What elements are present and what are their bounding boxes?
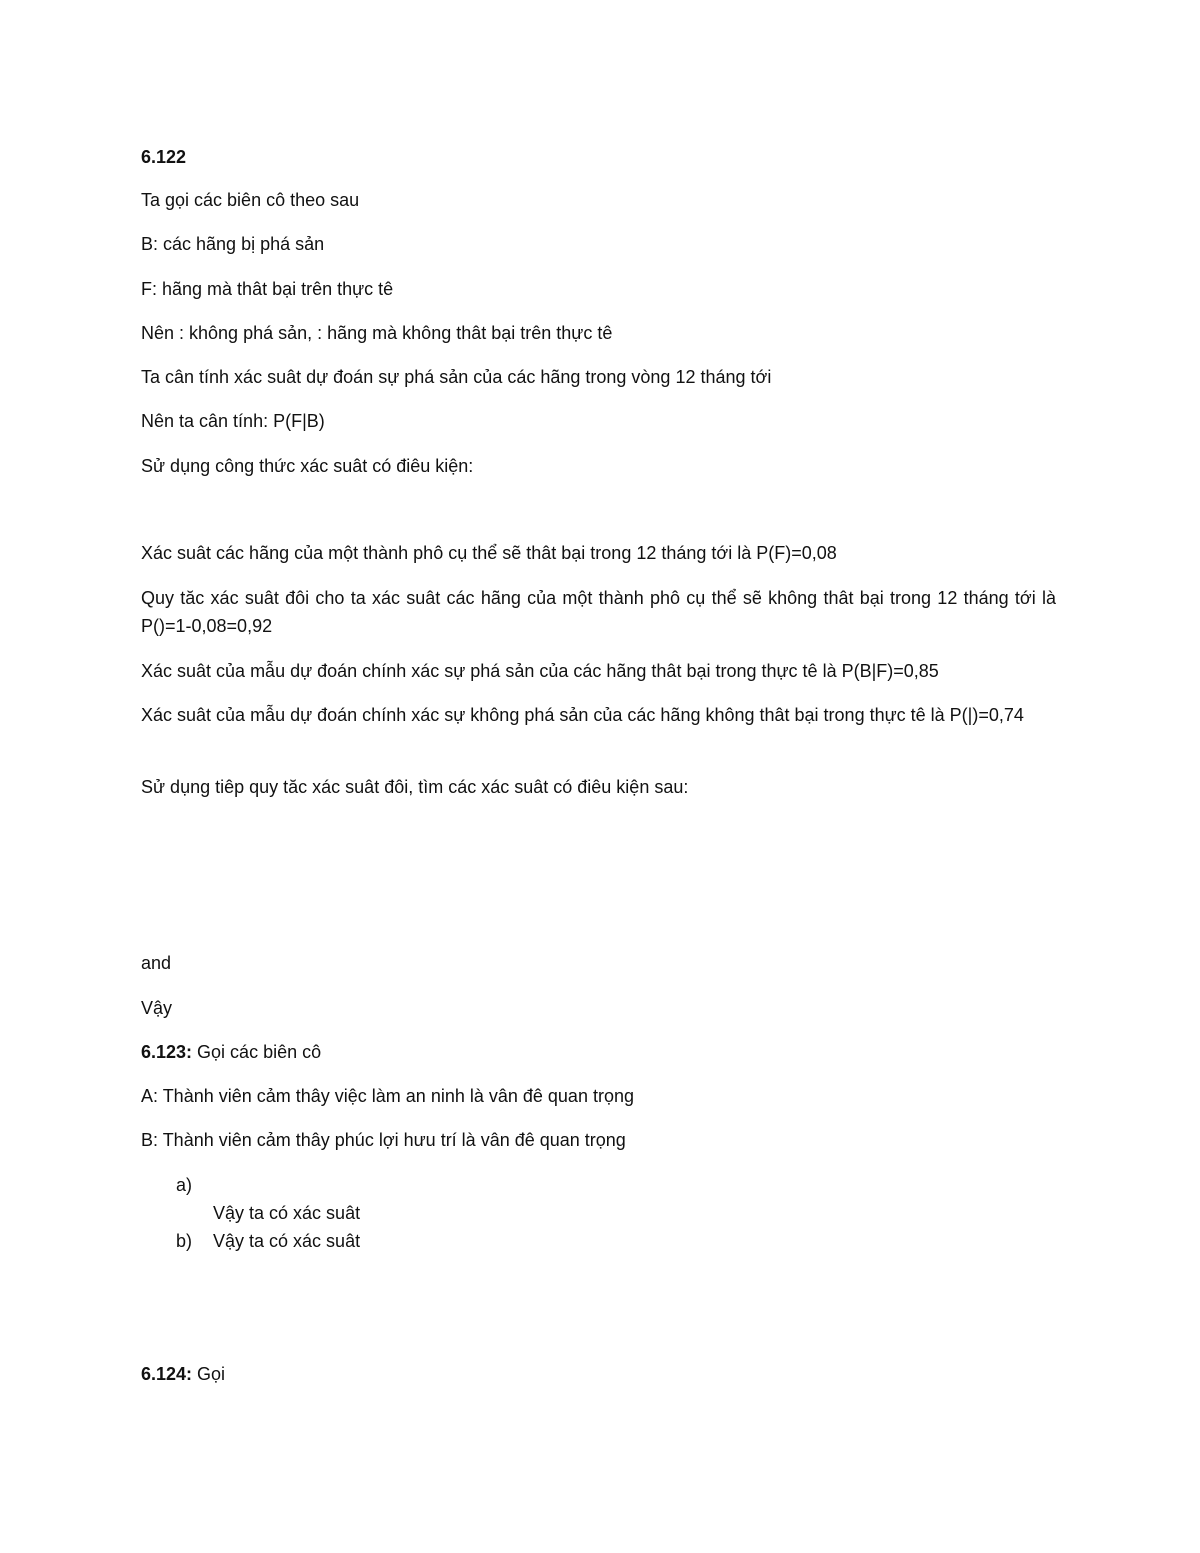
paragraph-define-events: Ta gọi các biên cô theo sau (141, 190, 360, 210)
list-marker-a: a) (176, 1175, 193, 1195)
event-f-label: F: (141, 279, 157, 299)
paragraph-prob-not-f: Quy tăc xác suât đôi cho ta xác suât các hãng của một thành phô cụ thể sẽ không thât bại trong 12 tháng tới là P()=1-0,08=0,92 (141, 588, 1056, 636)
event-b-label: B: (141, 234, 159, 254)
list-marker-b: b) (176, 1231, 193, 1251)
heading-6-124-text: Gọi (192, 1364, 226, 1384)
paragraph-prob-b-given-f: Xác suât của mẫu dự đoán chính xác sự phá sản của các hãng thât bại trong thực tê là P(B|F)=0,85 (141, 661, 939, 681)
event-a-label: A: (141, 1086, 159, 1106)
event-b-123-label: B: (141, 1130, 159, 1150)
paragraph-prob-not-b-given-not-f: Xác suât của mẫu dự đoán chính xác sự không phá sản của các hãng không thât bại trong thực tê là P(|)=0,74 (141, 705, 1024, 725)
event-b-123-text: Thành viên cảm thây phúc lợi hưu trí là vân đê quan trọng (158, 1130, 626, 1150)
paragraph-use-complement-rule: Sử dụng tiêp quy tăc xác suât đôi, tìm các xác suât có điêu kiện sau: (141, 777, 689, 797)
event-b-text: các hãng bị phá sản (158, 234, 325, 254)
heading-6-124-number: 6.124: (141, 1364, 193, 1384)
heading-6-123 (141, 1038, 321, 1066)
paragraph-conditional-formula: Sử dụng công thức xác suât có điêu kiện: (141, 456, 474, 476)
paragraph-prob-f: Xác suât các hãng của một thành phô cụ thể sẽ thât bại trong 12 tháng tới là P(F)=0,08 (141, 543, 837, 563)
heading-6-123-number: 6.123: (141, 1042, 193, 1062)
paragraph-event-b (141, 230, 324, 258)
paragraph-need-compute: Nên ta cân tính: P(F|B) (141, 411, 325, 431)
paragraph-goal: Ta cân tính xác suât dự đoán sự phá sản của các hãng trong vòng 12 tháng tới (141, 367, 772, 387)
event-a-text: Thành viên cảm thây việc làm an ninh là vân đê quan trọng (158, 1086, 634, 1106)
heading-6-122: 6.122 (141, 147, 187, 167)
heading-6-123-text: Gọi các biên cô (192, 1042, 322, 1062)
paragraph-and: and (141, 953, 172, 973)
heading-6-124 (141, 1360, 225, 1388)
paragraph-event-b-123 (141, 1126, 626, 1154)
paragraph-event-a (141, 1082, 634, 1110)
paragraph-therefore: Vậy (141, 998, 173, 1018)
paragraph-complements: Nên : không phá sản, : hãng mà không thât bại trên thực tê (141, 323, 613, 343)
list-item-a-text: Vậy ta có xác suât (213, 1203, 361, 1223)
paragraph-event-f (141, 275, 393, 303)
list-item-b-text: Vậy ta có xác suât (213, 1231, 361, 1251)
event-f-text: hãng mà thât bại trên thực tê (157, 279, 394, 299)
